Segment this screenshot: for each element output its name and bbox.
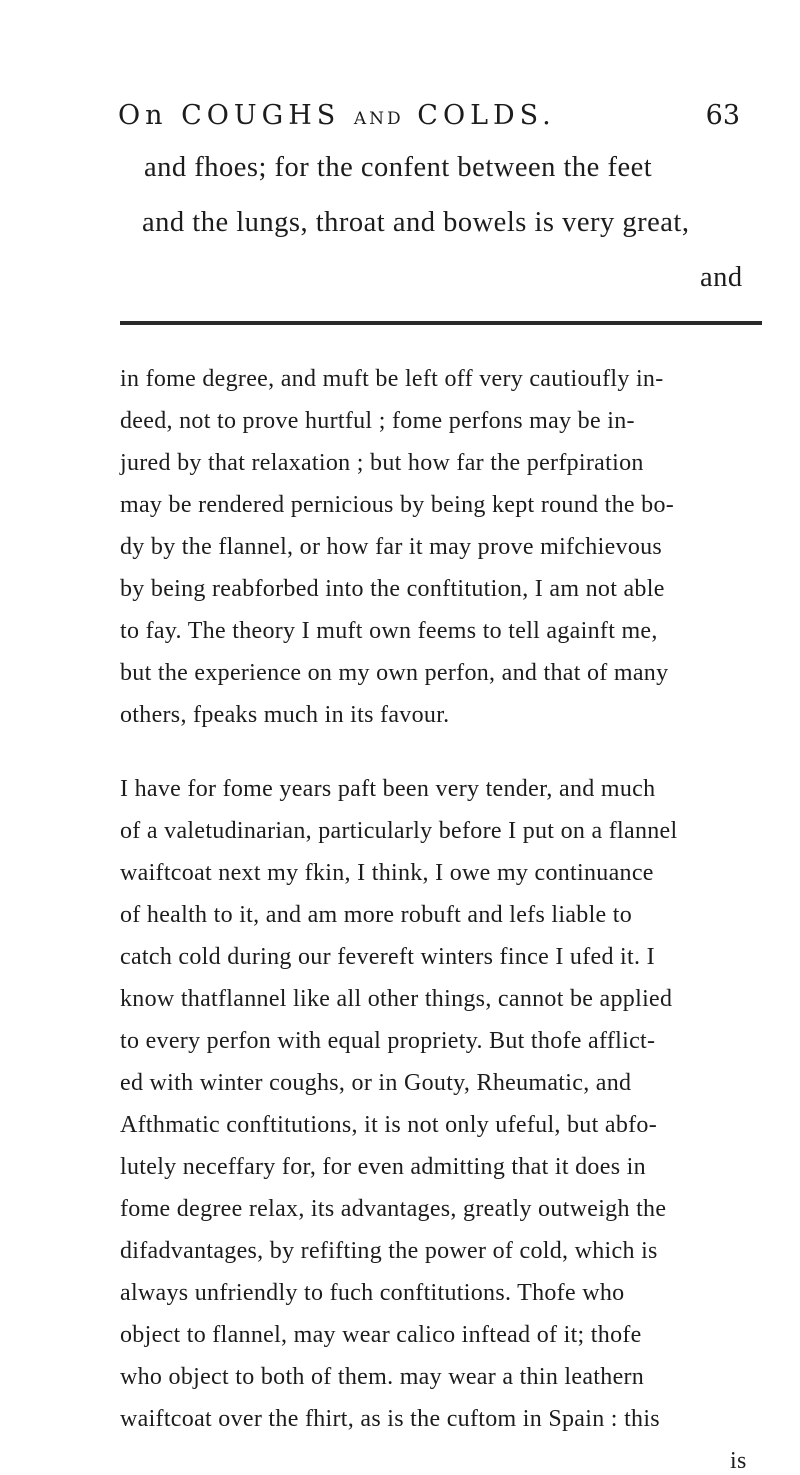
text-line: to fay. The theory I muft own feems to tell againft me, <box>120 618 658 644</box>
text-line: may be rendered pernicious by being kept round the bo- <box>120 492 675 518</box>
text-line: of a valetudinarian, particularly before I put on a flannel <box>120 818 678 844</box>
text-line: deed, not to prove hurtful ; fome perfons may be in- <box>120 408 635 434</box>
text-line: and fhoes; for the confent between the feet <box>144 152 653 183</box>
text-line: fome degree relax, its advantages, greatly outweigh the <box>120 1196 667 1222</box>
text-line: and the lungs, throat and bowels is very great, <box>142 207 690 238</box>
running-head-and: AND <box>353 109 404 129</box>
text-line: know thatflannel like all other things, cannot be applied <box>120 986 673 1012</box>
running-head <box>118 100 740 144</box>
catchword: is <box>730 1448 747 1474</box>
text-line: dy by the flannel, or how far it may prove mifchievous <box>120 534 663 560</box>
text-line: jured by that relaxation ; but how far the perfpiration <box>120 450 644 476</box>
running-head-coughs: COUGHS <box>181 100 341 131</box>
divider-rule <box>120 321 762 325</box>
text-line: object to flannel, may wear calico inftead of it; thofe <box>120 1322 642 1348</box>
text-line: waiftcoat over the fhirt, as is the cuftom in Spain : this <box>120 1406 660 1432</box>
text-line: of health to it, and am more robuft and lefs liable to <box>120 902 633 928</box>
text-line: to every perfon with equal propriety. But thofe afflict- <box>120 1028 656 1054</box>
text-line: waiftcoat next my fkin, I think, I owe my continuance <box>120 860 654 886</box>
running-head-colds: COLDS. <box>417 100 556 131</box>
text-line: in fome degree, and muft be left off very cautioufly in- <box>120 366 664 392</box>
text-line: but the experience on my own perfon, and that of many <box>120 660 669 686</box>
text-line: others, fpeaks much in its favour. <box>120 702 450 728</box>
running-head-title <box>118 100 556 131</box>
text-line: who object to both of them. may wear a thin leathern <box>120 1364 645 1390</box>
text-line: I have for fome years paft been very tender, and much <box>120 776 656 802</box>
text-line: by being reabforbed into the conftitution, I am not able <box>120 576 665 602</box>
text-line: always unfriendly to fuch conftitutions. Thofe who <box>120 1280 625 1306</box>
catchword-line: and <box>700 262 743 293</box>
text-line: ed with winter coughs, or in Gouty, Rheumatic, and <box>120 1070 632 1096</box>
text-line: catch cold during our fevereft winters fince I ufed it. I <box>120 944 655 970</box>
page-number: 63 <box>705 100 740 131</box>
text-line: Afthmatic conftitutions, it is not only ufeful, but abfo- <box>120 1112 658 1138</box>
running-head-on: On <box>118 100 168 131</box>
text-line: difadvantages, by refifting the power of cold, which is <box>120 1238 658 1264</box>
text-line: lutely neceffary for, for even admitting that it does in <box>120 1154 646 1180</box>
